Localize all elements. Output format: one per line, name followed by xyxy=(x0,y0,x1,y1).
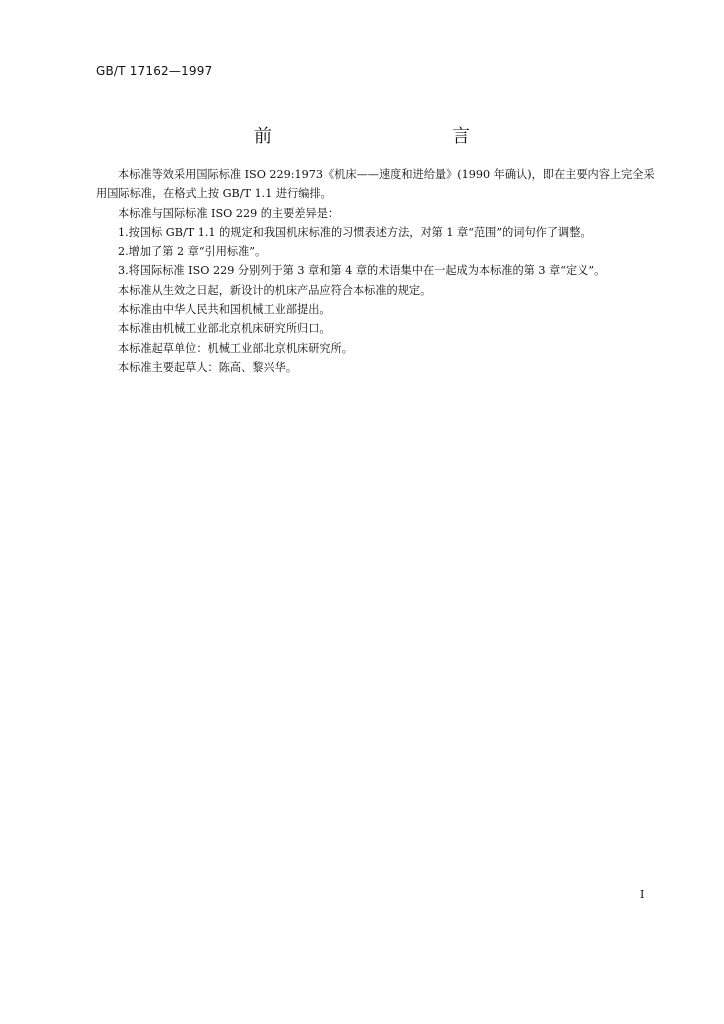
paragraph-difference-3: 3.将国际标准 ISO 229 分别列于第 3 章和第 4 章的术语集中在一起成为本标准的第 3 章“定义”。 xyxy=(118,264,606,278)
paragraph-proposer: 本标准由中华人民共和国机械工业部提出。 xyxy=(118,303,331,317)
paragraph-difference-2: 2.增加了第 2 章“引用标准”。 xyxy=(118,245,267,259)
page-number: I xyxy=(640,888,645,901)
standard-code: GB/T 17162—1997 xyxy=(96,64,213,78)
paragraph-drafting-unit: 本标准起草单位：机械工业部北京机床研究所。 xyxy=(118,341,353,355)
paragraph-administrator: 本标准由机械工业部北京机床研究所归口。 xyxy=(118,322,331,336)
foreword-body xyxy=(96,165,662,377)
paragraph-adoption: 本标准等效采用国际标准 ISO 229:1973《机床——速度和进给量》(1990 年确认)，即在主要内容上完全采用国际标准，在格式上按 GB/T 1.1 进行编排。 xyxy=(96,168,655,201)
paragraph-drafters: 本标准主要起草人：陈高、黎兴华。 xyxy=(118,360,298,374)
paragraph-difference-1: 1.按国标 GB/T 1.1 的规定和我国机床标准的习惯表述方法，对第 1 章“范围”的词句作了调整。 xyxy=(118,225,592,239)
paragraph-effective: 本标准从生效之日起，新设计的机床产品应符合本标准的规定。 xyxy=(118,283,432,297)
paragraph-differences-intro: 本标准与国际标准 ISO 229 的主要差异是： xyxy=(118,206,340,220)
page-title: 前 言 xyxy=(254,126,518,147)
